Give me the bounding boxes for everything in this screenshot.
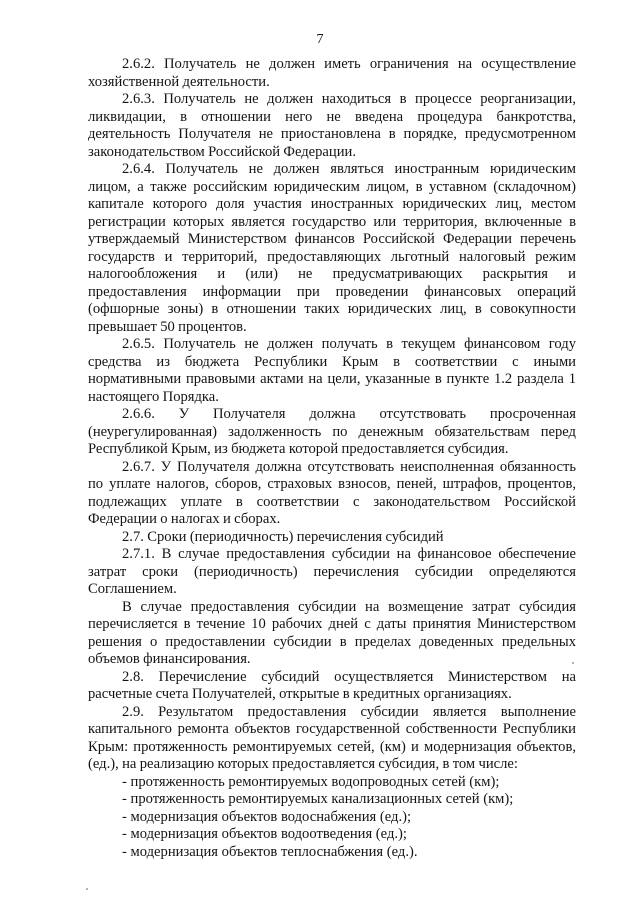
paragraph-2-6-5: 2.6.5. Получатель не должен получать в текущем финансовом году средства из бюджета Республики Крым в соответствии с иными нормативными правовыми актами на цели, указанные в пункте 1.2 раздела 1 настоящего Порядка. [88,336,576,405]
paragraph-2-6-6: 2.6.6. У Получателя должна отсутствовать просроченная (неурегулированная) задолженность по денежным обязательствам перед Республикой Крым, из бюджета которой предоставляется субсидия. [88,406,576,457]
results-list [88,774,576,862]
list-item: - протяженность ремонтируемых канализационных сетей (км); [122,791,514,807]
scan-speck [572,662,574,664]
paragraph-2-6-3: 2.6.3. Получатель не должен находиться в процессе реорганизации, ликвидации, в отношении него не введена процедура банкротства, деятельность Получателя не приостановлена в порядке, предусмотренном законодательством Российской Федерации. [88,91,576,160]
scan-speck [86,888,88,890]
paragraph-2-6-2: 2.6.2. Получатель не должен иметь ограничения на осуществление хозяйственной деятельности. [88,56,576,90]
paragraph-reimbursement: В случае предоставления субсидии на возмещение затрат субсидия перечисляется в течение 10 рабочих дней с даты принятия Министерством решения о предоставлении субсидии в пределах доведенных предельных объемов финансирования. [88,598,576,667]
document-body [88,56,576,861]
list-item: - модернизация объектов теплоснабжения (ед.). [122,843,418,860]
paragraph-2-7-1: 2.7.1. В случае предоставления субсидии на финансовое обеспечение затрат сроки (периодичность) перечисления субсидии определяются Соглашением. [88,546,576,597]
paragraph-2-9: 2.9. Результатом предоставления субсидии является выполнение капитального ремонта объектов государственной собственности Республики Крым: протяженность ремонтируемых сетей, (км) и модернизация объектов, (ед.), на реализацию которых предоставляется субсидия, в том числе: [88,703,576,772]
list-item: - модернизация объектов водоснабжения (ед.); [122,808,412,825]
list-item: - модернизация объектов водоотведения (ед.); [122,826,407,842]
section-heading-2-7: 2.7. Сроки (периодичность) перечисления субсидий [122,528,444,545]
page-number: 7 [316,32,324,47]
list-item: - протяженность ремонтируемых водопроводных сетей (км); [122,773,500,790]
paragraph-2-6-7: 2.6.7. У Получателя должна отсутствовать неисполненная обязанность по уплате налогов, сборов, страховых взносов, пеней, штрафов, процентов, подлежащих уплате в соответствии с законодательством Российской Федерации о налогах и сборах. [88,458,576,527]
paragraph-2-6-4: 2.6.4. Получатель не должен являться иностранным юридическим лицом, а также российским юридическим лицом, в уставном (складочном) капитале которого доля участия иностранных юридических лиц, местом регистрации которых является государство или территория, включенные в утверждаемый Министерством финансов Российской Федерации перечень государств и территорий, предоставляющих льготный налоговый режим налогообложения и (или) не предусматривающих раскрытия и предоставления информации при проведении финансовых операций (офшорные зоны) в отношении таких юридических лиц, в совокупности превышает 50 процентов. [88,161,576,335]
paragraph-2-8: 2.8. Перечисление субсидий осуществляется Министерством на расчетные счета Получателей, открытые в кредитных организациях. [88,668,576,702]
